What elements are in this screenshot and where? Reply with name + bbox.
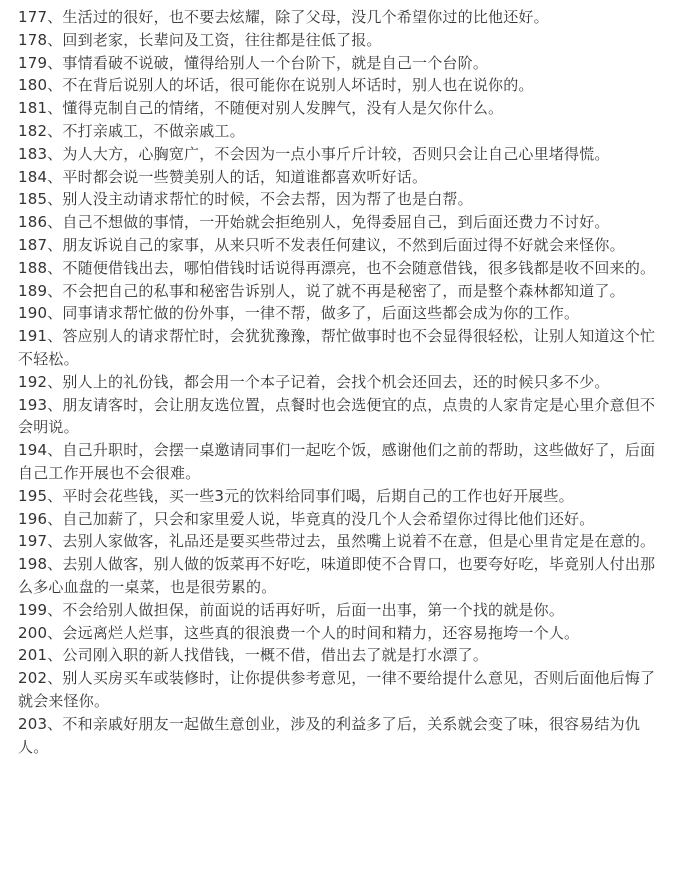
list-item: 190、同事请求帮忙做的份外事，一律不帮，做多了，后面这些都会成为你的工作。 bbox=[18, 304, 580, 323]
list-item: 201、公司刚入职的新人找借钱，一概不借，借出去了就是打水漂了。 bbox=[18, 646, 489, 665]
list-item: 188、不随便借钱出去，哪怕借钱时话说得再漂亮，也不会随意借钱，很多钱都是收不回来的。 bbox=[18, 258, 656, 277]
list-item: 183、为人大方，心胸宽广，不会因为一点小事斤斤计较，否则只会让自己心里堵得慌。 bbox=[18, 144, 610, 163]
list-item: 195、平时会花些钱，买一些3元的饮料给同事们喝，后期自己的工作也好开展些。 bbox=[18, 486, 574, 505]
list-item: 181、懂得克制自己的情绪，不随便对别人发脾气，没有人是欠你什么。 bbox=[18, 99, 504, 118]
list-item: 177、生活过的很好，也不要去炫耀，除了父母，没几个希望你过的比他还好。 bbox=[18, 8, 549, 26]
list-item: 193、朋友请客时，会让朋友选位置，点餐时也会选便宜的点，点贵的人家肯定是心里介意但不会明说。 bbox=[18, 395, 656, 437]
list-item: 203、不和亲戚好朋友一起做生意创业，涉及的利益多了后，关系就会变了味，很容易结为仇人。 bbox=[18, 714, 641, 756]
list-item: 200、会远离烂人烂事，这些真的很浪费一个人的时间和精力，还容易拖垮一个人。 bbox=[18, 623, 580, 642]
list-item: 182、不打亲戚工，不做亲戚工。 bbox=[18, 121, 245, 140]
list-item: 179、事情看破不说破，懂得给别人一个台阶下，就是自己一个台阶。 bbox=[18, 53, 489, 72]
list-item: 180、不在背后说别人的坏话，很可能你在说别人坏话时，别人也在说你的。 bbox=[18, 76, 534, 95]
list-item: 202、别人买房买车或装修时，让你提供参考意见，一律不要给提什么意见，否则后面他后悔了就会来怪你。 bbox=[18, 669, 656, 710]
list-item: 191、答应别人的请求帮忙时，会犹犹豫豫，帮忙做事时也不会显得很轻松，让别人知道这个忙不轻松。 bbox=[18, 327, 656, 368]
list-item: 178、回到老家，长辈问及工资，往往都是往低了报。 bbox=[18, 30, 382, 49]
list-item: 198、去别人做客，别人做的饭菜再不好吃，味道即使不合胃口，也要夸好吃，毕竟别人付出那么多心血盘的一桌菜，也是很劳累的。 bbox=[18, 555, 656, 596]
list-item: 192、别人上的礼份钱，都会用一个本子记着，会找个机会还回去，还的时候只多不少。 bbox=[18, 372, 610, 391]
list-item: 199、不会给别人做担保，前面说的话再好听，后面一出事，第一个找的就是你。 bbox=[18, 600, 565, 619]
list-item: 187、朋友诉说自己的家事，从来只听不发表任何建议，不然到后面过得不好就会来怪你。 bbox=[18, 235, 625, 254]
list-item: 194、自己升职时，会摆一桌邀请同事们一起吃个饭，感谢他们之前的帮助，这些做好了，后面自己工作开展也不会很难。 bbox=[18, 441, 656, 482]
list-item: 186、自己不想做的事情，一开始就会拒绝别人，免得委屈自己，到后面还费力不讨好。 bbox=[18, 213, 610, 232]
list-item: 196、自己加薪了，只会和家里爱人说，毕竟真的没几个人会希望你过得比他们还好。 bbox=[18, 509, 595, 528]
list-item: 184、平时都会说一些赞美别人的话，知道谁都喜欢听好话。 bbox=[18, 167, 428, 186]
list-item: 185、别人没主动请求帮忙的时候，不会去帮，因为帮了也是白帮。 bbox=[18, 190, 473, 209]
list-item: 197、去别人家做客，礼品还是要买些带过去，虽然嘴上说着不在意，但是心里肯定是在意的。 bbox=[18, 532, 656, 551]
list-item: 189、不会把自己的私事和秘密告诉别人，说了就不再是秘密了，而是整个森林都知道了。 bbox=[18, 281, 625, 300]
